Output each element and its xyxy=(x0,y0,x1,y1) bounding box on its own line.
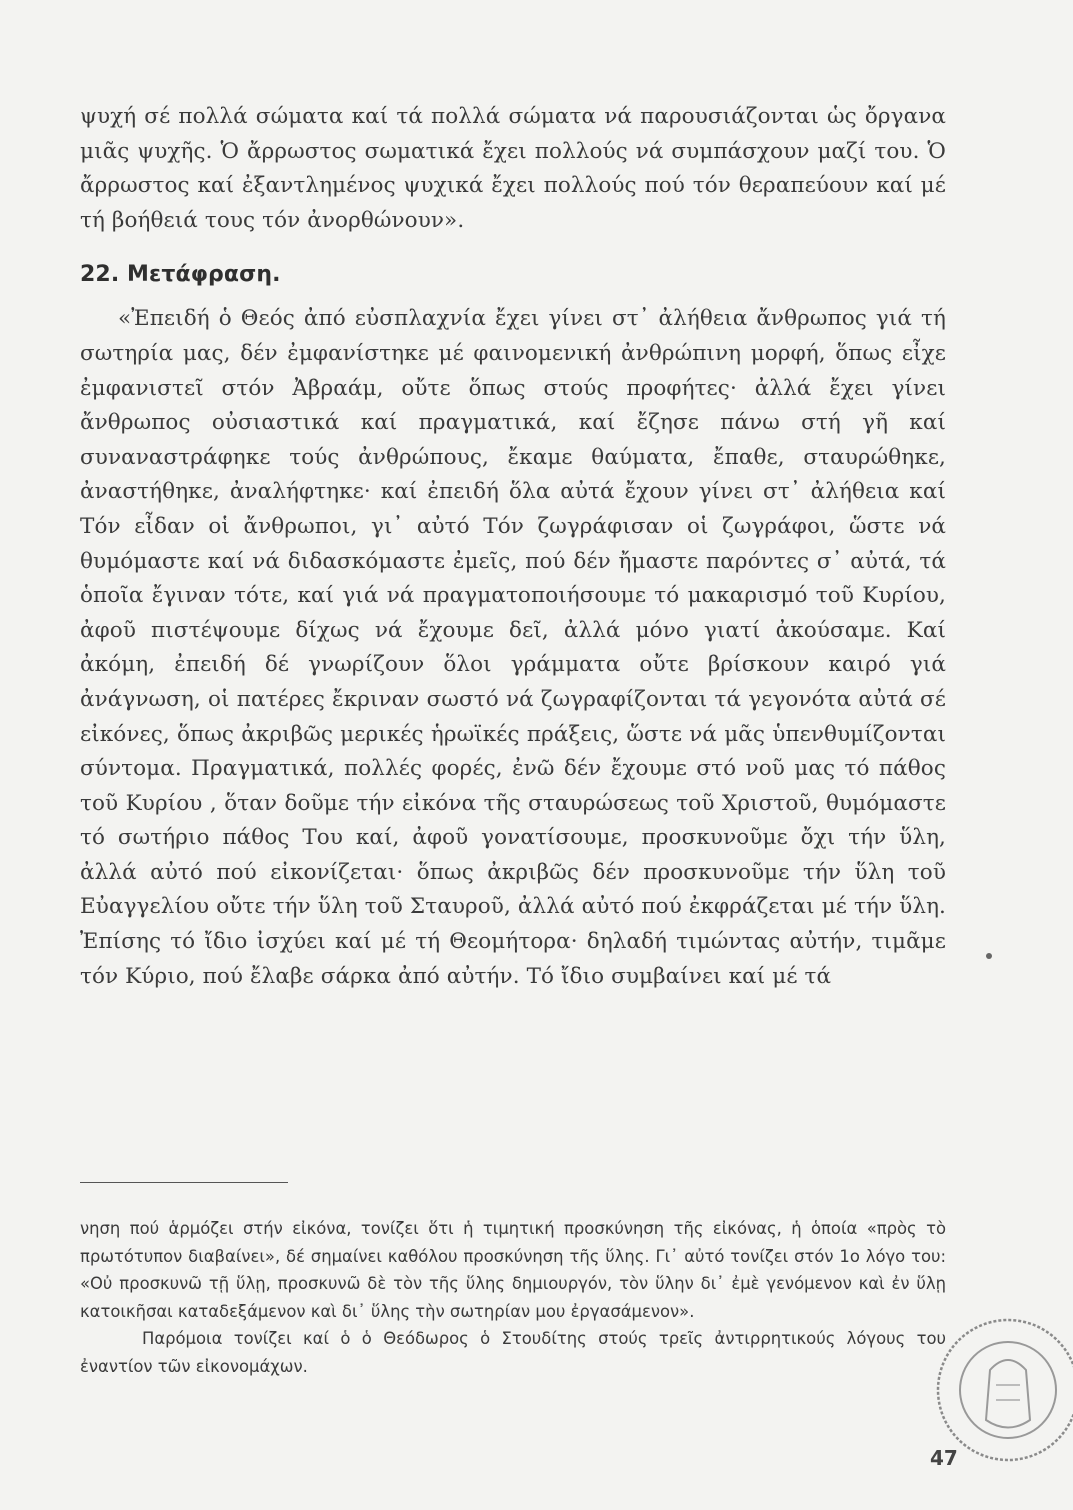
footnote xyxy=(80,1215,946,1380)
main-text xyxy=(80,100,946,994)
footnote-paragraph-1: νηση πού ἁρμόζει στήν εἰκόνα, τονίζει ὅτι ἡ τιμητική προσκύνηση τῆς εἰκόνας, ἡ ὁποία «πρὸς τὸ πρωτότυπον διαβαίνει», δέ σημαίνει καθόλου προσκύνηση τῆς ὕλης. Γι᾽ αὐτό τονίζει στόν 1ο λόγο του: «Οὐ προσκυνῶ τῇ ὕλῃ, προσκυνῶ δὲ τὸν τῆς ὕλης δημιουργόν, τὸν ὕλην δι᾽ ἐμὲ γενόμενον καὶ ἐν ὕλῃ κατοικῆσαι καταδεξάμενον καὶ δι᾽ ὕλης τὴν σωτηρίαν μου ἐργασάμενον». xyxy=(80,1219,946,1321)
ink-dot xyxy=(986,953,992,959)
library-stamp-icon xyxy=(930,1310,1073,1510)
footnote-divider xyxy=(80,1182,288,1183)
page-number: 47 xyxy=(930,1446,958,1470)
footnote-paragraph-2: Παρόμοια τονίζει καί ὁ ὁ Θεόδωρος ὁ Στουδίτης στούς τρεῖς ἀντιρρητικούς λόγους του ἐναντίον τῶν εἰκονομάχων. xyxy=(80,1329,946,1376)
paragraph-continuation: ψυχή σέ πολλά σώματα καί τά πολλά σώματα νά παρουσιάζονται ὡς ὄργανα μιᾶς ψυχῆς. Ὁ ἄρρωστος σωματικά ἔχει πολλούς νά συμπάσχουν μαζί του. Ὁ ἄρρωστος καί ἐξαντλημένος ψυχικά ἔχει πολλούς πού τόν θεραπεύουν καί μέ τή βοήθειά τους τόν ἀνορθώνουν». xyxy=(80,104,946,233)
translation-paragraph: «Ἐπειδή ὁ Θεός ἀπό εὐσπλαχνία ἔχει γίνει στ᾽ ἀλήθεια ἄνθρωπος γιά τή σωτηρία μας, δέν ἐμφανίστηκε μέ φαινομενική ἀνθρώπινη μορφή, ὅπως εἶχε ἐμφανιστεῖ στόν Ἀβραάμ, οὔτε ὅπως στούς προφήτες· ἀλλά ἔχει γίνει ἄνθρωπος οὐσιαστικά καί πραγματικά, καί ἔζησε πάνω στή γῆ καί συναναστράφηκε τούς ἀνθρώπους, ἔκαμε θαύματα, ἔπαθε, σταυρώθηκε, ἀναστήθηκε, ἀναλήφτηκε· καί ἐπειδή ὅλα αὐτά ἔχουν γίνει στ᾽ ἀλήθεια καί Τόν εἶδαν οἱ ἄνθρωποι, γι᾽ αὐτό Τόν ζωγράφισαν οἱ ζωγράφοι, ὥστε νά θυμόμαστε καί νά διδασκόμαστε ἐμεῖς, πού δέν ἤμαστε παρόντες σ᾽ αὐτά, τά ὁποῖα ἔγιναν τότε, καί γιά νά πραγματοποιήσουμε τό μακαρισμό τοῦ Κυρίου, ἀφοῦ πιστέψουμε δίχως νά ἔχουμε δεῖ, ἀλλά μόνο γιατί ἀκούσαμε. Καί ἀκόμη, ἐπειδή δέ γνωρίζουν ὅλοι γράμματα οὔτε βρίσκουν καιρό γιά ἀνάγνωση, οἱ πατέρες ἔκριναν σωστό νά ζωγραφίζονται τά γεγονότα αὐτά σέ εἰκόνες, ὅπως ἀκριβῶς μερικές ἡρωϊκές πράξεις, ὥστε νά μᾶς ὑπενθυμίζονται σύντομα. Πραγματικά, πολλές φορές, ἐνῶ δέν ἔχουμε στό νοῦ μας τό πάθος τοῦ Κυρίου , ὅταν δοῦμε τήν εἰκόνα τῆς σταυρώσεως τοῦ Χριστοῦ, θυμόμαστε τό σωτήριο πάθος Του καί, ἀφοῦ γονατίσουμε, προσκυνοῦμε ὄχι τήν ὕλη, ἀλλά αὐτό πού εἰκονίζεται· ὅπως ἀκριβῶς δέν προσκυνοῦμε τήν ὕλη τοῦ Εὐαγγελίου οὔτε τήν ὕλη τοῦ Σταυροῦ, ἀλλά αὐτό πού ἐκφράζεται μέ τήν ὕλη. Ἐπίσης τό ἴδιο ἰσχύει καί μέ τή Θεομήτορα· δηλαδή τιμώντας αὐτήν, τιμᾶμε τόν Κύριο, πού ἔλαβε σάρκα ἀπό αὐτήν. Τό ἴδιο συμβαίνει καί μέ τά xyxy=(80,306,946,989)
section-heading: 22. Μετάφραση. xyxy=(80,262,281,288)
